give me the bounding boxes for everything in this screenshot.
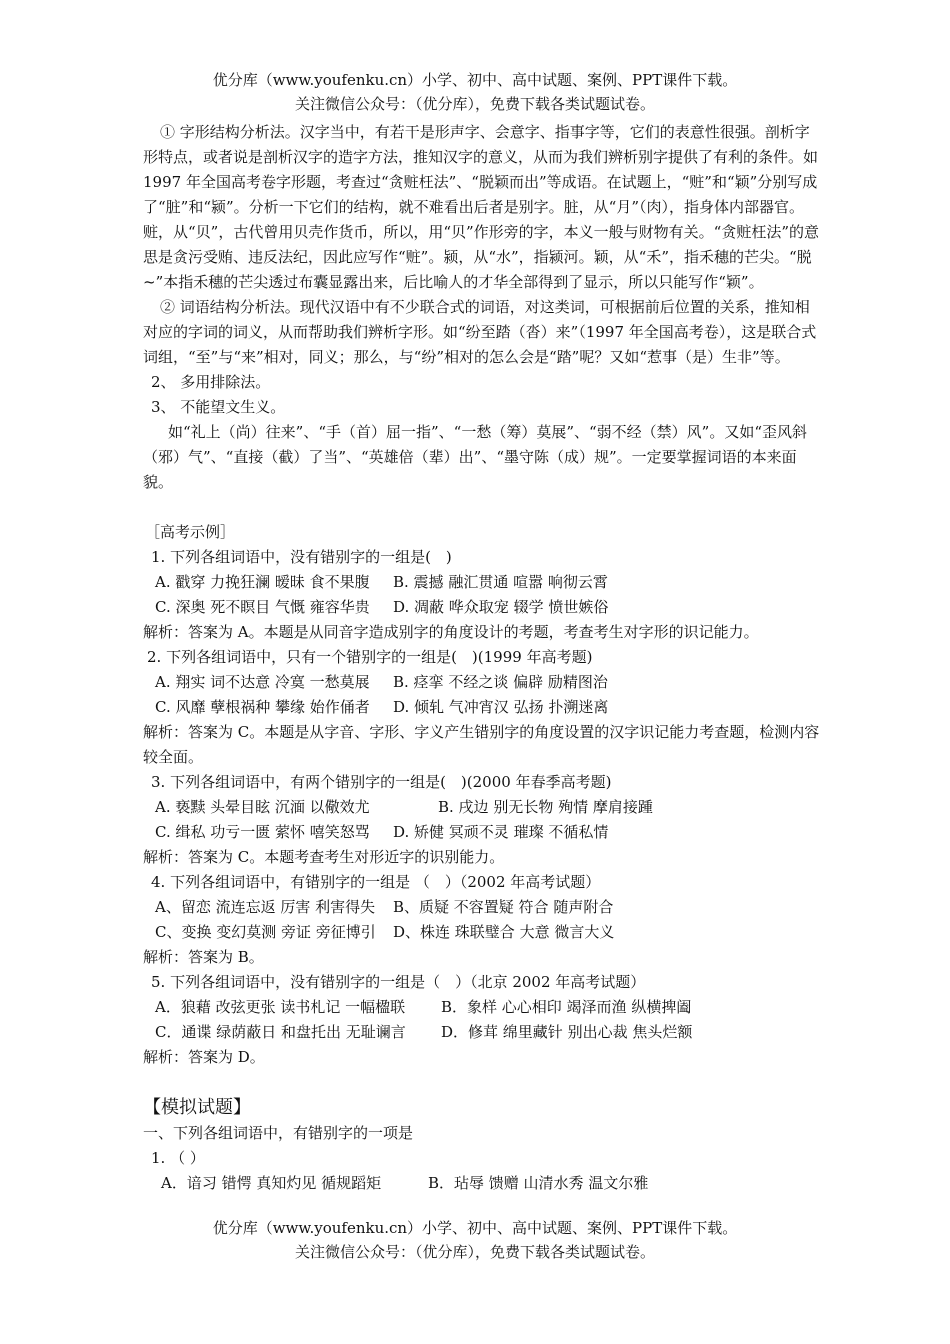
option-a: A. 翔实 词不达意 冷寞 一愁莫展 bbox=[155, 673, 370, 691]
option-c: C. 风靡 孽根祸种 攀缘 始作俑者 bbox=[155, 698, 370, 716]
option-b: B．象样 心心相印 竭泽而渔 纵横捭阖 bbox=[441, 998, 692, 1016]
analysis: 解析：答案为 C。本题是从字音、字形、字义产生错别字的角度设置的汉字识记能力考查题，检测内容较全面。 bbox=[143, 723, 820, 766]
paragraph-word-structure: ② 词语结构分析法。现代汉语中有不少联合式的词语，对这类词，可根据前后位置的关系，推知相对应的字词的词义，从而帮助我们辨析字形。如“纷至踏（沓）来”（1997 年全国高考卷），这是联合式词组，“至”与“来”相对，同义；那么，与“纷”相对的怎么会是“踏”呢？又如“惹事（是）生非”等。 bbox=[143, 298, 817, 366]
examples-heading: ［高考示例］ bbox=[145, 523, 236, 541]
option-d: D．修茸 绵里藏针 别出心裁 焦头烂额 bbox=[441, 1023, 693, 1041]
option-d: D. 凋蔽 哗众取宠 辍学 愤世嫉俗 bbox=[393, 598, 609, 616]
page-footer bbox=[0, 1216, 950, 1264]
mock-option-b: B．玷辱 馈赠 山清水秀 温文尔雅 bbox=[428, 1174, 649, 1192]
question-stem: 3. 下列各组词语中，有两个错别字的一组是( )(2000 年春季高考题) bbox=[151, 773, 612, 791]
example-question-4 bbox=[143, 870, 823, 970]
option-a: A. 亵黩 头晕目眩 沉湎 以儆效尤 bbox=[155, 798, 370, 816]
page-header bbox=[0, 68, 950, 116]
option-c: C. 缉私 功亏一匮 萦怀 嘻笑怒骂 bbox=[155, 823, 370, 841]
mock-option-a: A．谙习 错愕 真知灼见 循规蹈矩 bbox=[161, 1174, 382, 1192]
option-c: C. 深奥 死不瞑目 气慨 雍容华贵 bbox=[155, 598, 370, 616]
item-elimination: 2、 多用排除法。 bbox=[151, 373, 271, 391]
mock-heading: 【模拟试题】 bbox=[143, 1097, 251, 1118]
example-question-1 bbox=[143, 545, 823, 645]
main-text bbox=[143, 120, 823, 1196]
header-line-2: 关注微信公众号：（优分库），免费下载各类试题试卷。 bbox=[294, 95, 655, 113]
option-a: A．狼藉 改弦更张 读书札记 一幅楹联 bbox=[155, 998, 406, 1016]
question-stem: 2. 下列各组词语中，只有一个错别字的一组是( )(1999 年高考题) bbox=[147, 648, 593, 666]
option-c: C、变换 变幻莫测 旁证 旁征博引 bbox=[155, 923, 376, 941]
item-no-guessing: 3、 不能望文生义。 bbox=[151, 398, 286, 416]
option-a: A、留恋 流连忘返 厉害 利害得失 bbox=[155, 898, 376, 916]
footer-line-1: 优分库（www.youfenku.cn）小学、初中、高中试题、案例、PPT课件下载。 bbox=[212, 1219, 738, 1237]
option-a: A. 戳穿 力挽狂澜 暧昧 食不果腹 bbox=[155, 573, 370, 591]
analysis: 解析：答案为 B。 bbox=[143, 948, 264, 966]
option-b: B、质疑 不容置疑 符合 随声附合 bbox=[393, 898, 614, 916]
header-line-1: 优分库（www.youfenku.cn）小学、初中、高中试题、案例、PPT课件下载。 bbox=[212, 71, 738, 89]
mock-section-1: 一、下列各组词语中，有错别字的一项是 bbox=[143, 1124, 414, 1142]
option-b: B. 痉挛 不经之谈 偏辟 励精图治 bbox=[393, 673, 608, 691]
option-d: D. 矫健 冥顽不灵 璀璨 不循私情 bbox=[393, 823, 609, 841]
option-b: B. 戌边 别无长物 殉情 摩肩接踵 bbox=[438, 798, 653, 816]
analysis: 解析：答案为 A。本题是从同音字造成别字的角度设计的考题，考查考生对字形的识记能力。 bbox=[143, 623, 759, 641]
example-question-3 bbox=[143, 770, 823, 870]
option-b: B. 震撼 融汇贯通 喧嚣 响彻云霄 bbox=[393, 573, 608, 591]
paragraph-examples: 如“礼上（尚）往来”、“手（首）屈一指”、“一愁（筹）莫展”、“弱不经（禁）风”。又如“歪风斜（邪）气”、“直接（截）了当”、“英雄倍（辈）出”、“墨守陈（成）规”。一定要掌握词语的本来面貌。 bbox=[143, 423, 808, 491]
question-stem: 4. 下列各组词语中，有错别字的一组是 （ ）（2002 年高考试题） bbox=[151, 873, 601, 891]
example-question-5 bbox=[143, 970, 823, 1070]
footer-line-2: 关注微信公众号：（优分库），免费下载各类试题试卷。 bbox=[294, 1243, 655, 1261]
option-d: D. 倾轧 气冲宵汉 弘扬 扑溯迷离 bbox=[393, 698, 609, 716]
option-d: D、株连 珠联璧合 大意 微言大义 bbox=[393, 923, 615, 941]
option-c: C．通谍 绿荫蔽日 和盘托出 无耻谰言 bbox=[155, 1023, 406, 1041]
analysis: 解析：答案为 C。本题考查考生对形近字的识别能力。 bbox=[143, 848, 505, 866]
question-stem: 5. 下列各组词语中，没有错别字的一组是（ ）（北京 2002 年高考试题） bbox=[151, 973, 646, 991]
mock-question-1-stem: 1. （ ） bbox=[151, 1149, 205, 1167]
question-stem: 1. 下列各组词语中，没有错别字的一组是( ) bbox=[151, 548, 452, 566]
example-question-2 bbox=[143, 645, 823, 770]
paragraph-glyph-analysis: ① 字形结构分析法。汉字当中，有若干是形声字、会意字、指事字等，它们的表意性很强。剖析字形特点，或者说是剖析汉字的造字方法，推知汉字的意义，从而为我们辨析别字提供了有利的条件。如 1997 年全国高考卷字形题，考查过“贪赃枉法”、“脱颖而出”等成语。在试题上，“赃”和“颖”分别写成了“脏”和“颍”。分析一下它们的结构，就不难看出后者是别字。脏，从“月”（肉），指身体内部器官。赃，从“贝”，古代曾用贝壳作货币，所以，用“贝”作形旁的字，本义一般与财物有关。“贪赃枉法”的意思是贪污受贿、违反法纪，因此应写作“赃”。颍，从“水”，指颍河。颖，从“禾”，指禾穗的芒尖。“脱~”本指禾穗的芒尖透过布囊显露出来，后比喻人的才华全部得到了显示，所以只能写作“颖”。 bbox=[143, 123, 820, 291]
analysis: 解析：答案为 D。 bbox=[143, 1048, 265, 1066]
